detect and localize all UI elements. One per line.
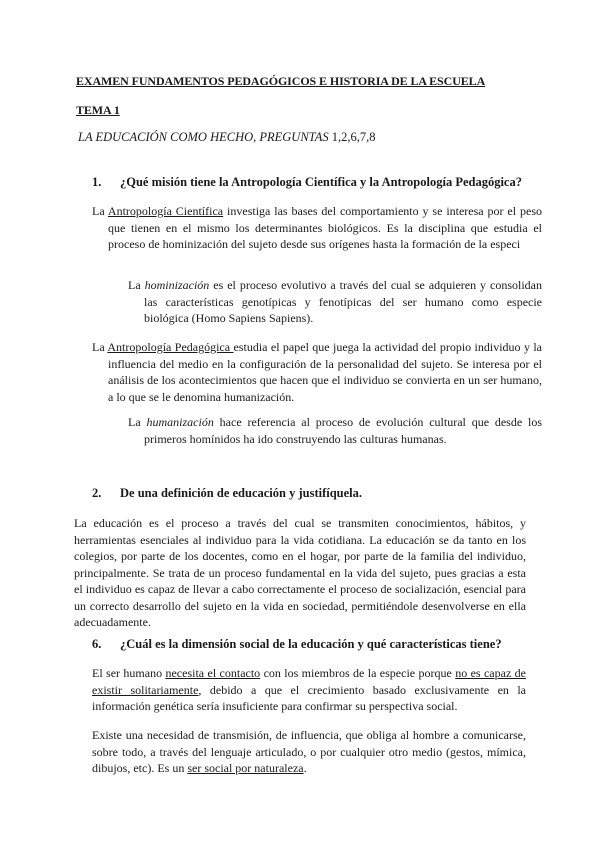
section-subtitle: [78, 130, 375, 145]
question-2-text: De una definición de educación y justifíquela.: [120, 486, 363, 500]
q6-p1-part-b: con los miembros de la especie porque: [260, 666, 456, 680]
question-1: [92, 175, 522, 190]
hominizacion-term: hominización: [144, 278, 210, 292]
antropologia-cientifica-term: Antropología Científica: [107, 204, 224, 218]
q1-p2-lead: La: [128, 278, 145, 292]
tema-heading: TEMA 1: [76, 103, 120, 117]
q1-p4-body: hace referencia al proceso de evolución cultural que desde los primeros homínidos ha ido construyendo las culturas humanas.: [144, 415, 543, 446]
q6-paragraph-1: [92, 665, 526, 715]
subtitle-text: LA EDUCACIÓN COMO HECHO, PREGUNTAS: [78, 130, 329, 144]
q1-p3-body: estudia el papel que juega la actividad del propio individuo y la influencia del medio en la configuración de la personalidad del sujeto. Se interesa por el análisis de los acontecimientos que hacen que el individuo se convierta en un ser humano, a lo que se le denomina humanización.: [108, 340, 542, 404]
q1-paragraph-4: [128, 414, 542, 447]
q6-p2-part-b: .: [303, 761, 307, 775]
question-6-text: ¿Cuál es la dimensión social de la educación y qué características tiene?: [120, 637, 502, 651]
q1-paragraph-1: [92, 203, 542, 253]
document-title: EXAMEN FUNDAMENTOS PEDAGÓGICOS E HISTORIA DE LA ESCUELA: [76, 74, 486, 88]
subtitle-question-numbers: 1,2,6,7,8: [328, 130, 376, 144]
q6-p1-part-a: El ser humano: [92, 666, 166, 680]
q1-p3-lead: La: [92, 340, 108, 354]
question-6: [92, 637, 502, 652]
q6-p1-part-c: , debido a que el crecimiento basado exclusivamente en la información genética sería insuficiente para confirmar su perspectiva social.: [92, 682, 526, 713]
question-2-number: 2.: [92, 486, 102, 500]
q6-paragraph-2: [92, 727, 526, 777]
q1-p1-body: investiga las bases del comportamiento y se interesa por el peso que tienen en el mismo los determinantes biológicos. Es la disciplina que estudia el proceso de hominización del sujeto desde sus orígenes hasta la formación de la especi: [108, 204, 542, 251]
q2-paragraph-1: La educación es el proceso a través del cual se transmiten conocimientos, hábitos, y herramientas esenciales al individuo para la vida cotidiana. La educación se da tanto en los colegios, por parte de los docentes, como en el hogar, por parte de la familia del individuo, principalmente. Se trata de un proceso fundamental en la vida del sujeto, pues gracias a esta el individuo es capaz de llevar a cabo correctamente el proceso de socialización, esencial para un correcto desarrollo del sujeto en la vida en sociedad, permitiéndole desenvolverse en ella adecuadamente.: [74, 516, 526, 629]
question-1-number: 1.: [92, 175, 102, 189]
q1-paragraph-2: [128, 277, 542, 327]
q6-p2-part-a: Existe una necesidad de transmisión, de influencia, que obliga al hombre a comunicarse, sobre todo, a través del lenguaje articulado, o por cualquier otro medio (gestos, mímica, dibujos, etc). Es un: [92, 728, 526, 775]
q1-p4-lead: La: [128, 415, 147, 429]
question-2: [92, 486, 362, 501]
ser-social-term: ser social por naturaleza: [187, 761, 304, 775]
question-6-number: 6.: [92, 637, 102, 651]
no-capaz-existir-term: no es capaz de existir solitariamente: [92, 666, 526, 697]
q1-p2-body: es el proceso evolutivo a través del cual se adquieren y consolidan las características genotípicas y fenotípicas del ser humano como especie biológica (Homo Sapiens Sapiens).: [144, 278, 543, 325]
necesita-contacto-term: necesita el contacto: [165, 666, 261, 680]
q1-paragraph-3: [92, 339, 542, 405]
humanizacion-term: humanización: [146, 415, 214, 429]
q1-p1-lead: La: [92, 204, 108, 218]
question-1-text: ¿Qué misión tiene la Antropología Científica y la Antropología Pedagógica?: [120, 175, 522, 189]
antropologia-pedagogica-term: Antropología Pedagógica: [107, 340, 234, 354]
